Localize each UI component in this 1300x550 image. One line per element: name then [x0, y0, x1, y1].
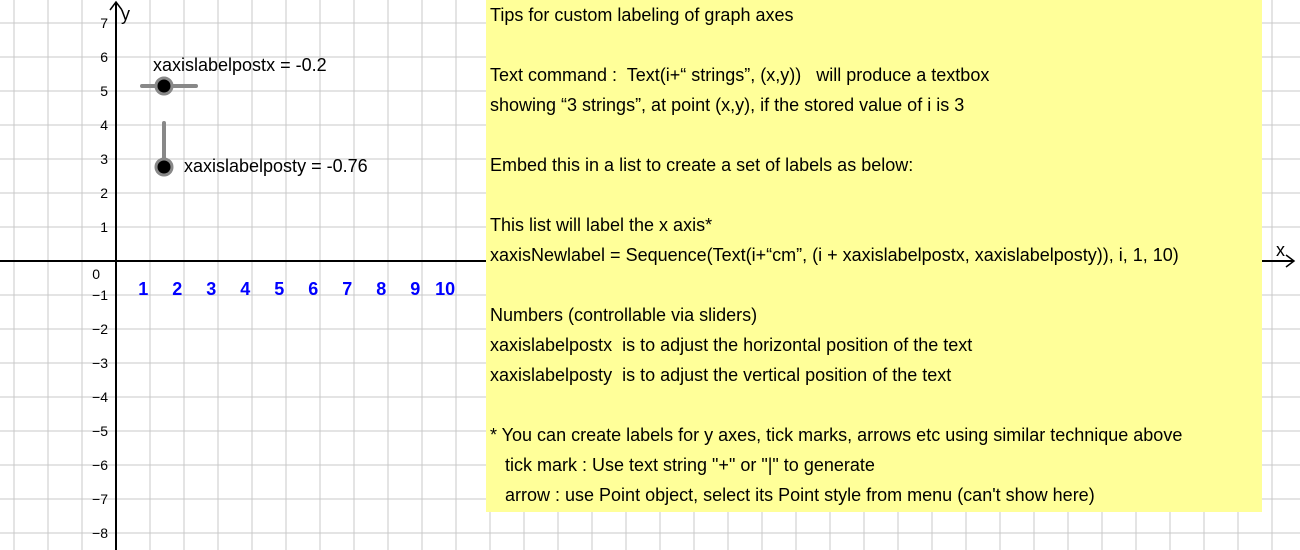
x-axis-custom-label: 8 — [376, 278, 387, 299]
y-tick-label: 4 — [100, 117, 108, 133]
x-axis-label: x — [1276, 240, 1285, 260]
y-tick-label: −3 — [92, 355, 108, 371]
x-axis-custom-label: 6 — [308, 278, 319, 299]
y-tick-label: 3 — [100, 151, 108, 167]
x-axis-custom-label: 7 — [342, 278, 353, 299]
origin-label: 0 — [92, 266, 100, 282]
x-axis-custom-label: 10 — [435, 278, 456, 299]
tips-textbox[interactable] — [486, 0, 1262, 512]
x-axis-custom-label: 4 — [240, 278, 251, 299]
slider-x-handle[interactable] — [156, 78, 172, 94]
x-axis-custom-label: 1 — [138, 278, 149, 299]
slider-y-handle[interactable] — [156, 159, 172, 175]
y-tick-label: −8 — [92, 525, 108, 541]
note-line — [490, 270, 1262, 300]
note-line: arrow : use Point object, select its Point style from menu (can't show here) — [490, 485, 1095, 505]
x-axis-custom-label: 3 — [206, 278, 217, 299]
note-line: xaxislabelpostx is to adjust the horizontal position of the text — [490, 335, 973, 355]
slider-x[interactable] — [142, 55, 327, 94]
note-line: Text command : Text(i+“ strings”, (x,y)) will produce a textbox — [490, 65, 990, 85]
note-line: * You can create labels for y axes, tick marks, arrows etc using similar technique above — [490, 425, 1183, 445]
x-axis-custom-label: 2 — [172, 278, 183, 299]
y-tick-label: −1 — [92, 287, 108, 303]
note-line: Embed this in a list to create a set of labels as below: — [490, 155, 914, 175]
note-line: xaxislabelposty is to adjust the vertical position of the text — [490, 365, 952, 385]
y-tick-label: 7 — [100, 15, 108, 31]
note-line: Tips for custom labeling of graph axes — [490, 5, 794, 25]
slider-y[interactable] — [156, 123, 368, 176]
note-line: showing “3 strings”, at point (x,y), if the stored value of i is 3 — [490, 95, 965, 115]
y-tick-label: −4 — [92, 389, 108, 405]
y-tick-label: 2 — [100, 185, 108, 201]
y-tick-label: −5 — [92, 423, 108, 439]
note-line — [490, 30, 1262, 60]
note-line — [490, 390, 1262, 420]
note-line — [490, 120, 1262, 150]
note-line — [490, 180, 1262, 210]
y-tick-label: 5 — [100, 83, 108, 99]
y-tick-label: 6 — [100, 49, 108, 65]
slider-y-label: xaxislabelposty = -0.76 — [184, 156, 368, 176]
x-axis-custom-label: 9 — [410, 278, 421, 299]
y-tick-label: −7 — [92, 491, 108, 507]
y-tick-label: −6 — [92, 457, 108, 473]
y-tick-label: −2 — [92, 321, 108, 337]
note-line: This list will label the x axis* — [490, 215, 713, 235]
note-line: Numbers (controllable via sliders) — [490, 305, 758, 325]
slider-x-label: xaxislabelpostx = -0.2 — [153, 55, 327, 75]
note-line: tick mark : Use text string "+" or "|" to generate — [490, 455, 875, 475]
y-tick-label: 1 — [100, 219, 108, 235]
x-axis-custom-label: 5 — [274, 278, 285, 299]
note-line: xaxisNewlabel = Sequence(Text(i+“cm”, (i + xaxislabelpostx, xaxislabelposty)), i, 1, 10) — [490, 245, 1179, 265]
y-axis-label: y — [121, 4, 130, 24]
